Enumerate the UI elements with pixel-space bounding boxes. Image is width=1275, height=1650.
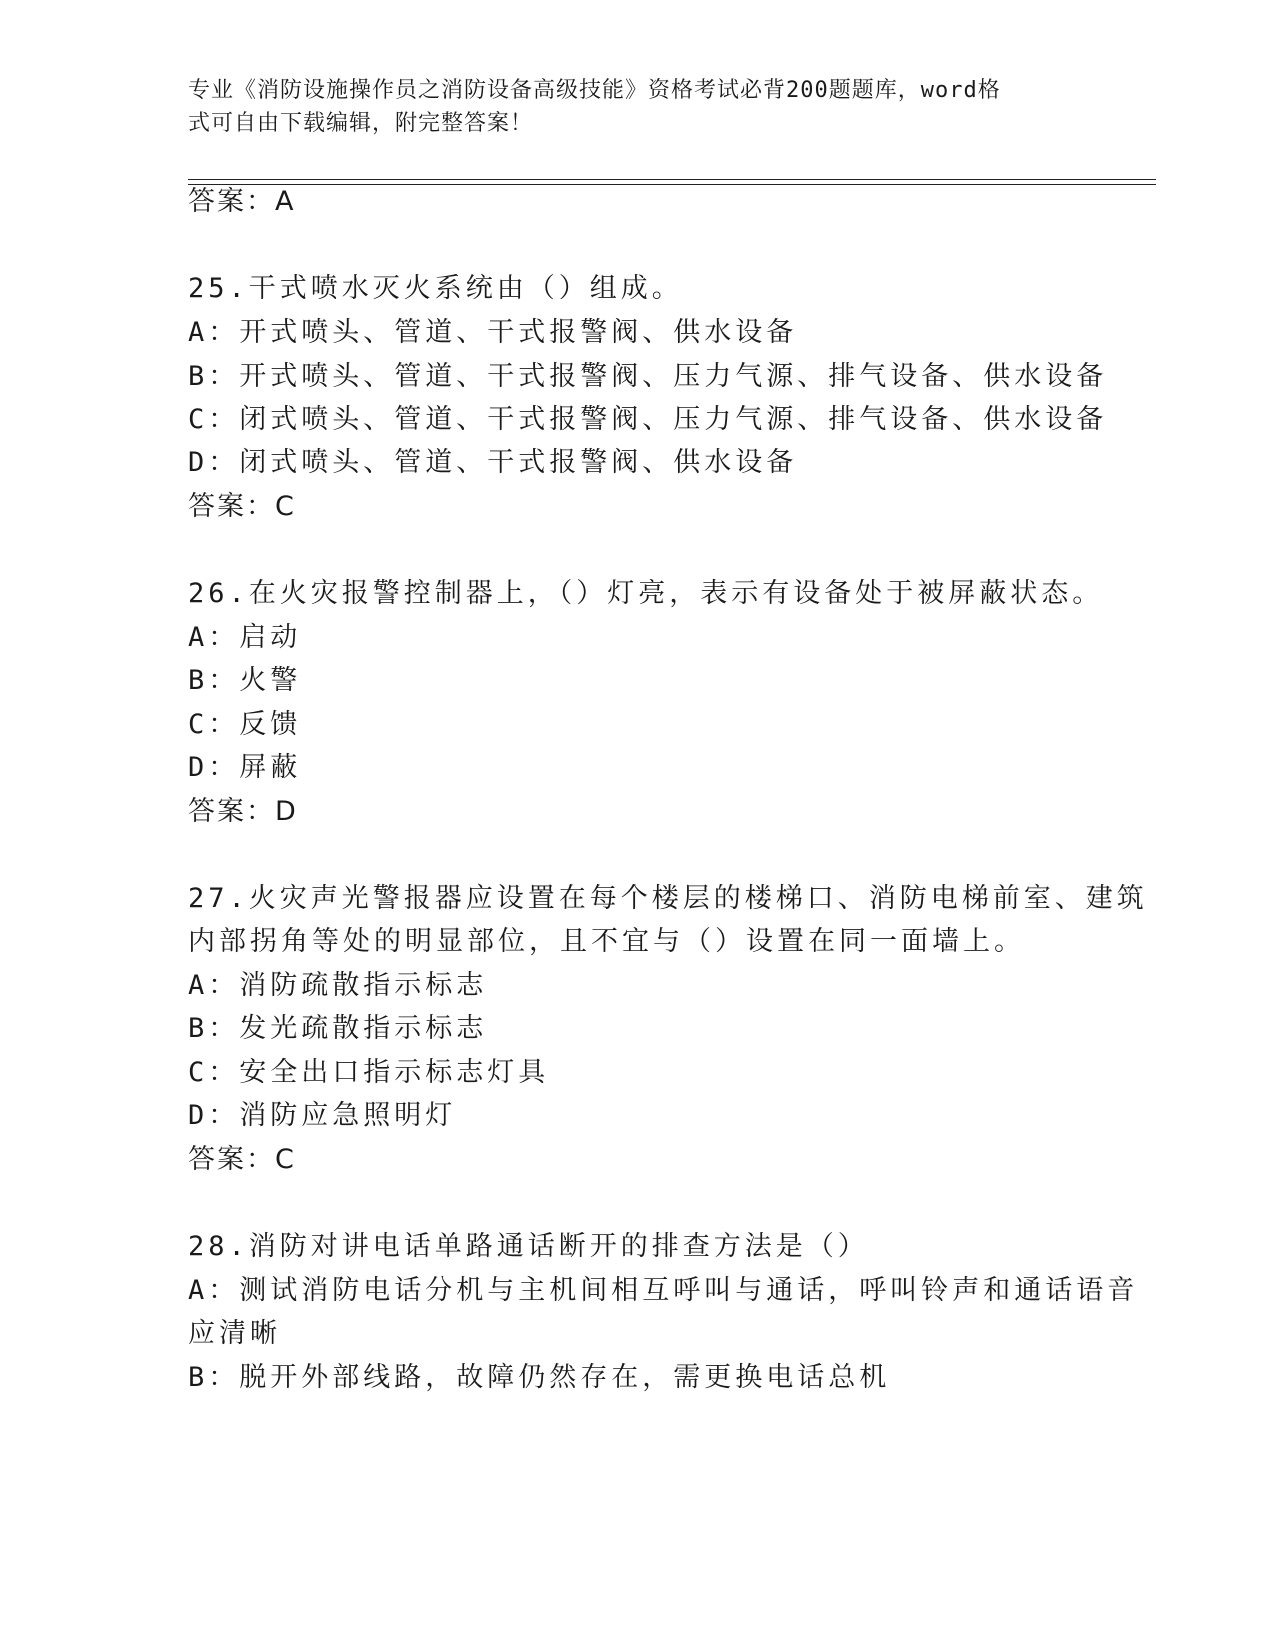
question-27-line-1: 27.火灾声光警报器应设置在每个楼层的楼梯口、消防电梯前室、建筑 bbox=[188, 883, 1148, 914]
option-26-d: D：屏蔽 bbox=[188, 752, 302, 783]
option-25-c: C：闭式喷头、管道、干式报警阀、压力气源、排气设备、供水设备 bbox=[188, 404, 1108, 435]
option-27-a: A：消防疏散指示标志 bbox=[188, 970, 488, 1001]
option-28-a-line-1: A：测试消防电话分机与主机间相互呼叫与通话，呼叫铃声和通话语音 bbox=[188, 1275, 1139, 1306]
header-rule-bottom bbox=[188, 184, 1156, 185]
answer-24: 答案：A bbox=[188, 186, 296, 217]
option-26-b: B：火警 bbox=[188, 665, 302, 696]
option-28-b: B：脱开外部线路，故障仍然存在，需更换电话总机 bbox=[188, 1362, 891, 1393]
option-25-b: B：开式喷头、管道、干式报警阀、压力气源、排气设备、供水设备 bbox=[188, 361, 1108, 392]
answer-27: 答案：C bbox=[188, 1144, 296, 1175]
option-26-a: A：启动 bbox=[188, 622, 302, 653]
question-28: 28.消防对讲电话单路通话断开的排查方法是（） bbox=[188, 1231, 869, 1262]
option-25-a: A：开式喷头、管道、干式报警阀、供水设备 bbox=[188, 317, 798, 348]
header-rule-top bbox=[188, 179, 1156, 180]
option-27-c: C：安全出口指示标志灯具 bbox=[188, 1057, 550, 1088]
header-line-2: 式可自由下载编辑，附完整答案！ bbox=[188, 111, 534, 136]
answer-25: 答案：C bbox=[188, 491, 296, 522]
question-26: 26.在火灾报警控制器上，（）灯亮，表示有设备处于被屏蔽状态。 bbox=[188, 578, 1104, 609]
option-25-d: D：闭式喷头、管道、干式报警阀、供水设备 bbox=[188, 447, 798, 478]
option-26-c: C：反馈 bbox=[188, 709, 302, 740]
option-27-d: D：消防应急照明灯 bbox=[188, 1100, 457, 1131]
document-header bbox=[188, 74, 1068, 140]
header-line-1: 专业《消防设施操作员之消防设备高级技能》资格考试必背200题题库，word格 bbox=[188, 78, 1001, 103]
option-28-a-line-2: 应清晰 bbox=[188, 1318, 281, 1349]
question-25: 25.干式喷水灭火系统由（）组成。 bbox=[188, 273, 683, 304]
answer-26: 答案：D bbox=[188, 796, 298, 827]
option-27-b: B：发光疏散指示标志 bbox=[188, 1013, 488, 1044]
question-27-line-2: 内部拐角等处的明显部位，且不宜与（）设置在同一面墙上。 bbox=[188, 926, 1025, 957]
